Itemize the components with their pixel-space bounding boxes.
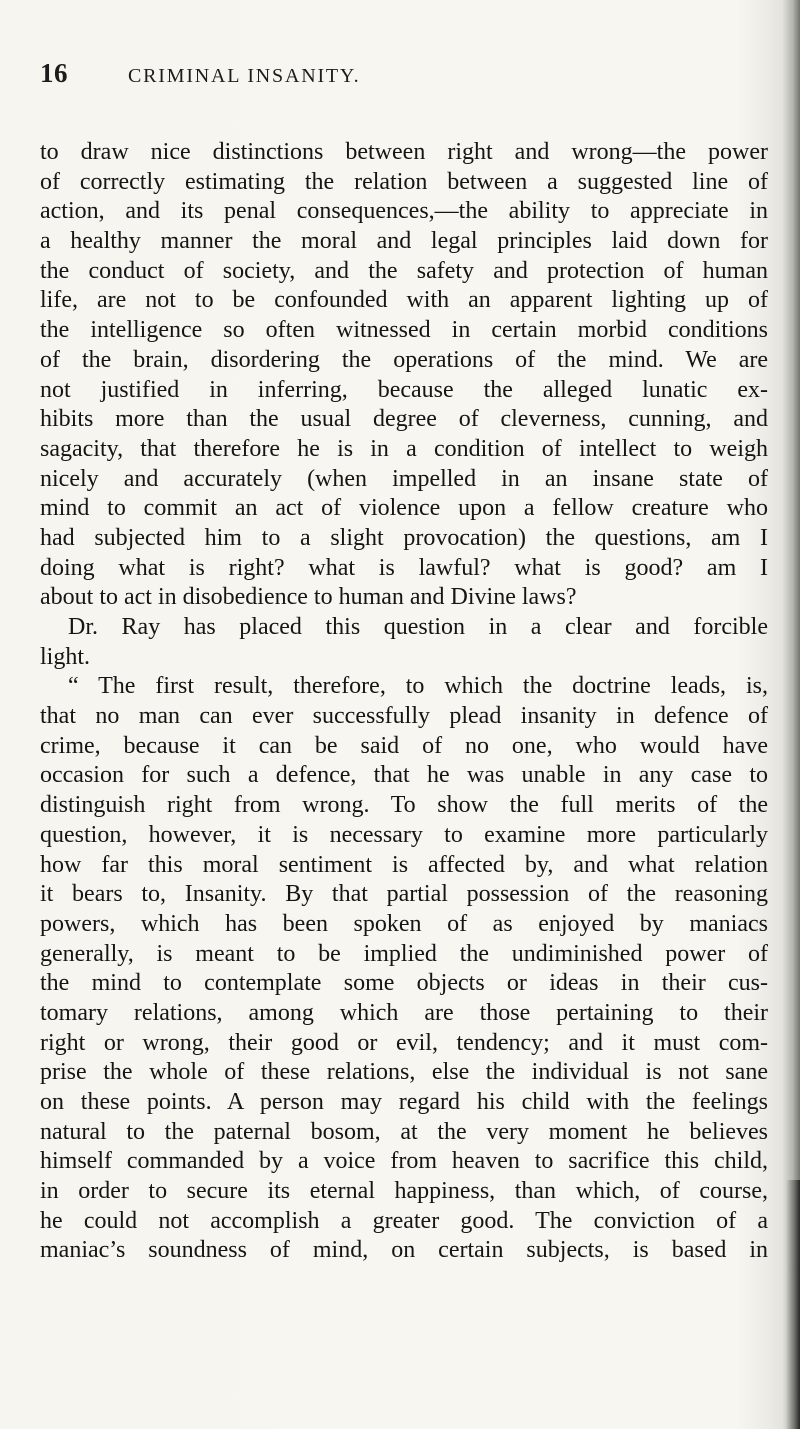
text-line: had subjected him to a slight provocation) the questions, am I [40,524,768,551]
text-line: powers, which has been spoken of as enjoyed by maniacs [40,910,768,937]
text-line: himself commanded by a voice from heaven to sacrifice this child, [40,1148,768,1175]
text-line: sagacity, that therefore he is in a condition of intellect to weigh [40,435,768,462]
text-line: “ The first result, therefore, to which the doctrine leads, is, [68,673,768,700]
text-line: a healthy manner the moral and legal principles laid down for [40,228,768,255]
text-line: life, are not to be confounded with an apparent lighting up of [40,287,768,314]
text-line: of the brain, disordering the operations of the mind. We are [40,346,768,373]
page-edge-shadow-bottom [786,1180,800,1429]
text-line: occasion for such a defence, that he was unable in any case to [40,762,768,789]
text-line: Dr. Ray has placed this question in a clear and forcible [68,614,768,640]
text-line: doing what is right? what is lawful? what is good? am I [40,554,768,581]
text-line: mind to commit an act of violence upon a fellow creature who [40,495,768,522]
text-line: about to act in disobedience to human and Divine laws? [40,584,577,611]
text-line: how far this moral sentiment is affected by, and what relation [40,851,768,878]
text-line: hibits more than the usual degree of cleverness, cunning, and [40,406,768,433]
text-line: tomary relations, among which are those pertaining to their [40,999,768,1026]
text-line: the conduct of society, and the safety and protection of human [40,257,768,284]
text-line: crime, because it can be said of no one, who would have [40,732,768,759]
text-line: generally, is meant to be implied the undiminished power of [40,940,768,967]
running-head: CRIMINAL INSANITY. [128,65,361,87]
text-line: it bears to, Insanity. By that partial possession of the reasoning [40,881,768,908]
text-line: he could not accomplish a greater good. The conviction of a [40,1207,768,1234]
text-line: in order to secure its eternal happiness, than which, of course, [40,1178,768,1205]
text-line: action, and its penal consequences,—the ability to appreciate in [40,198,768,225]
text-line: question, however, it is necessary to examine more particularly [40,821,768,848]
text-line: prise the whole of these relations, else the individual is not sane [40,1059,768,1086]
text-line: not justified in inferring, because the alleged lunatic ex- [40,376,768,403]
text-line: nicely and accurately (when impelled in an insane state of [40,465,768,492]
text-line: on these points. A person may regard his child with the feelings [40,1089,768,1115]
body-text [40,138,768,1266]
text-line: that no man can ever successfully plead insanity in defence of [40,703,768,730]
text-line: the mind to contemplate some objects or ideas in their cus- [40,970,768,997]
text-line: light. [40,643,91,670]
text-line: maniac’s soundness of mind, on certain subjects, is based in [40,1237,768,1264]
page-number: 16 [40,58,68,88]
text-line: natural to the paternal bosom, at the very moment he believes [40,1118,768,1145]
text-line: distinguish right from wrong. To show the full merits of the [40,792,768,819]
text-line: of correctly estimating the relation between a suggested line of [40,168,768,195]
text-line: the intelligence so often witnessed in certain morbid conditions [40,317,768,344]
page-header [0,58,800,98]
text-line: right or wrong, their good or evil, tendency; and it must com- [40,1029,768,1056]
text-line: to draw nice distinctions between right and wrong—the power [40,139,768,165]
